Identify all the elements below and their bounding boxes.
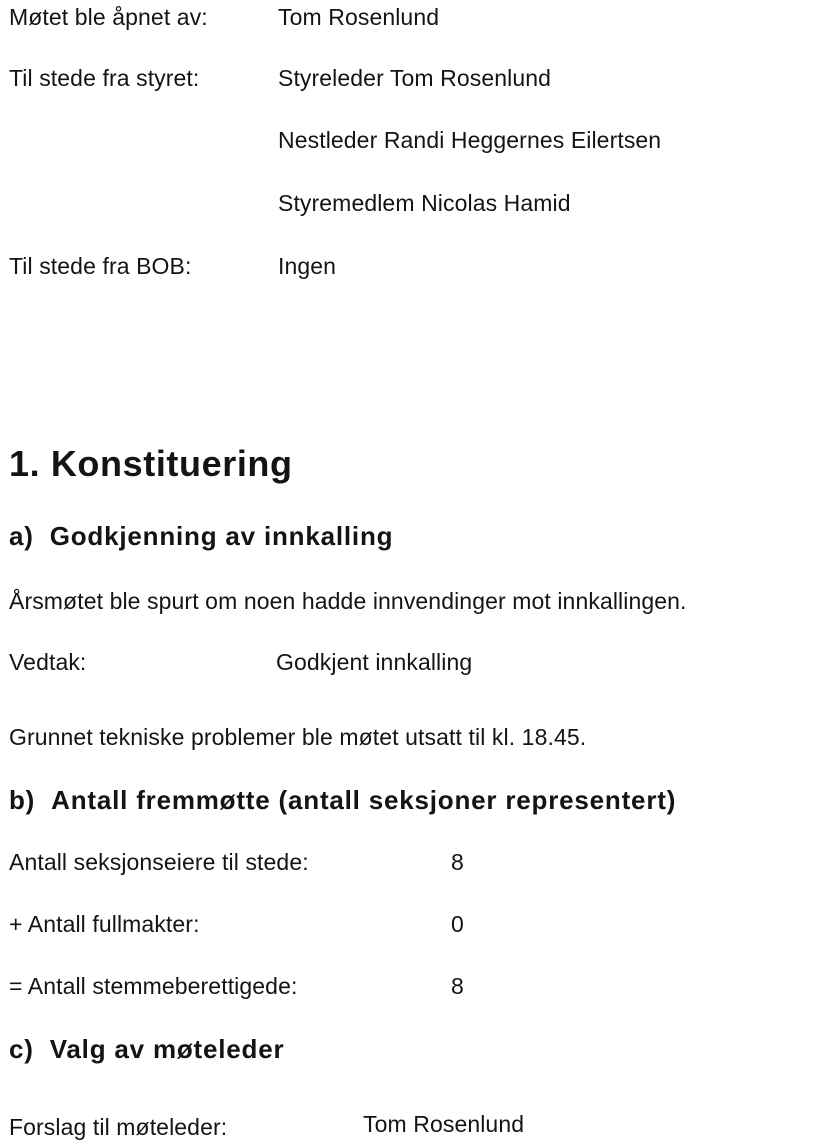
subsection-title: Antall fremmøtte (antall seksjoner representert) (51, 785, 677, 815)
subsection-letter: b) (9, 785, 36, 815)
paragraph: Årsmøtet ble spurt om noen hadde innvendinger mot innkallingen. (9, 588, 687, 614)
proposal-value: Tom Rosenlund (363, 1111, 525, 1137)
subsection-letter: a) (9, 521, 34, 551)
opened-by-label: Møtet ble åpnet av: (9, 4, 208, 30)
subsection-letter: c) (9, 1034, 34, 1064)
attendance-row-value: 8 (451, 849, 464, 875)
attendance-row-value: 0 (451, 911, 464, 937)
present-bob-value: Ingen (278, 253, 337, 279)
subsection-title: Godkjenning av innkalling (49, 521, 394, 551)
attendance-row-value: 8 (451, 973, 464, 999)
subsection-heading-a (9, 523, 393, 549)
subsection-heading-b (9, 787, 676, 813)
decision-label: Vedtak: (9, 649, 87, 675)
board-member-chair: Styreleder Tom Rosenlund (278, 65, 552, 91)
section-heading: 1. Konstituering (9, 443, 293, 484)
attendance-row-label: Antall seksjonseiere til stede: (9, 849, 309, 875)
proposal-label: Forslag til møteleder: (9, 1114, 228, 1140)
subsection-heading-c (9, 1036, 284, 1062)
decision-value: Godkjent innkalling (276, 649, 473, 675)
board-member: Styremedlem Nicolas Hamid (278, 190, 571, 216)
paragraph-note: Grunnet tekniske problemer ble møtet utsatt til kl. 18.45. (9, 724, 587, 750)
attendance-row-label: + Antall fullmakter: (9, 911, 200, 937)
board-member-vice-chair: Nestleder Randi Heggernes Eilertsen (278, 127, 662, 153)
subsection-title: Valg av møteleder (49, 1034, 285, 1064)
opened-by-value: Tom Rosenlund (278, 4, 440, 30)
attendance-row-label: = Antall stemmeberettigede: (9, 973, 298, 999)
present-board-label: Til stede fra styret: (9, 65, 200, 91)
present-bob-label: Til stede fra BOB: (9, 253, 192, 279)
